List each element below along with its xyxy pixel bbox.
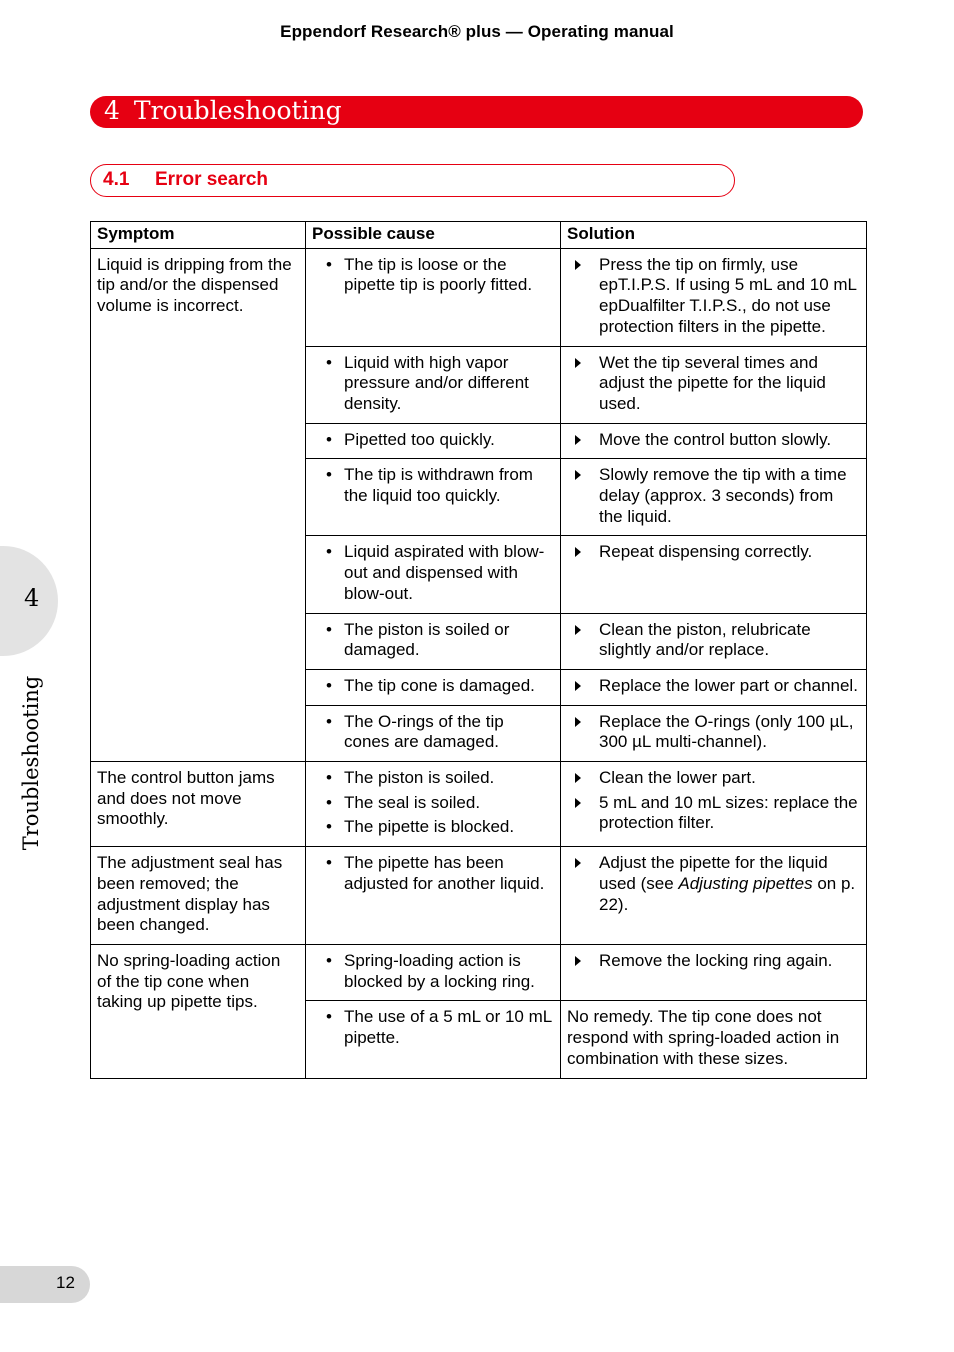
cause-item (312, 817, 554, 838)
solution-cell (561, 346, 867, 423)
cause-cell (306, 536, 561, 613)
arrow-right-icon (575, 858, 581, 868)
cause-text: The piston is soiled or damaged. (344, 619, 510, 660)
cause-item (312, 1007, 554, 1048)
running-header: Eppendorf Research® plus — Operating manual (280, 22, 674, 41)
cause-cell (306, 944, 561, 1000)
cause-text: Liquid aspirated with blow-out and dispensed with blow-out. (344, 542, 545, 603)
bullet-icon: • (326, 711, 332, 731)
column-header-symptom: Symptom (91, 222, 306, 249)
cause-cell (306, 459, 561, 536)
cause-text: The pipette is blocked. (344, 817, 515, 837)
bullet-icon: • (326, 675, 332, 695)
solution-item (567, 255, 860, 338)
table-header-row (91, 222, 867, 249)
bullet-icon: • (326, 465, 332, 485)
cause-text: The tip is loose or the pipette tip is poorly fitted. (344, 254, 533, 295)
solution-text: Clean the lower part. (599, 768, 756, 788)
bullet-icon: • (326, 950, 332, 970)
chapter-number: 4 (104, 96, 120, 125)
solution-cell (561, 459, 867, 536)
symptom-cell: No spring-loading action of the tip cone when taking up pipette tips. (91, 944, 306, 1078)
cause-cell (306, 762, 561, 847)
arrow-right-icon (575, 358, 581, 368)
cause-text: Liquid with high vapor pressure and/or different density. (344, 352, 529, 413)
cause-cell (306, 613, 561, 669)
solution-cell (561, 669, 867, 705)
solution-text-before: Adjust the pipette for the liquid used (see (599, 853, 828, 893)
cause-item (312, 620, 554, 661)
side-tab-number: 4 (24, 584, 40, 612)
cause-item (312, 676, 554, 697)
cause-item (312, 951, 554, 992)
solution-cell (561, 423, 867, 459)
solution-item (567, 853, 860, 915)
bullet-icon: • (326, 1007, 332, 1027)
solution-item (567, 353, 860, 415)
cause-text: The seal is soiled. (344, 792, 481, 812)
arrow-right-icon (575, 625, 581, 635)
cause-item (312, 465, 554, 506)
solution-item (567, 712, 860, 753)
chapter-title: Troubleshooting (133, 96, 342, 125)
table-row (91, 847, 867, 945)
solution-cell (561, 536, 867, 613)
solution-text: 5 mL and 10 mL sizes: replace the protection filter. (599, 792, 858, 833)
cause-cell (306, 346, 561, 423)
cause-text: The use of a 5 mL or 10 mL pipette. (344, 1007, 552, 1048)
cause-cell (306, 1001, 561, 1078)
error-search-table (90, 221, 867, 1079)
bullet-icon: • (326, 352, 332, 372)
symptom-cell: Liquid is dripping from the tip and/or the dispensed volume is incorrect. (91, 248, 306, 761)
solution-cell (561, 762, 867, 847)
section-title: Error search (155, 169, 269, 190)
column-header-solution: Solution (561, 222, 867, 249)
bullet-icon: • (326, 768, 332, 788)
solution-text: Slowly remove the tip with a time delay (approx. 3 seconds) from the liquid. (599, 465, 847, 526)
page-number-tab (0, 1266, 90, 1303)
chapter-side-tab (0, 546, 58, 656)
solution-cell (561, 613, 867, 669)
cause-item (312, 353, 554, 415)
cause-item (312, 793, 554, 814)
cause-item (312, 712, 554, 753)
cause-cell (306, 847, 561, 945)
cause-item (312, 542, 554, 604)
bullet-icon: • (326, 619, 332, 639)
cause-item (312, 768, 554, 789)
cause-text: The piston is soiled. (344, 768, 495, 788)
solution-item (567, 768, 860, 789)
cause-cell (306, 669, 561, 705)
cause-text: The pipette has been adjusted for another liquid. (344, 853, 545, 893)
solution-item (567, 951, 860, 972)
bullet-icon: • (326, 792, 332, 812)
arrow-right-icon (575, 798, 581, 808)
bullet-icon: • (326, 542, 332, 562)
solution-text: Clean the piston, relubricate slightly and/or replace. (599, 619, 811, 660)
solution-text: Replace the lower part or channel. (599, 675, 858, 695)
cause-text: The tip is withdrawn from the liquid too quickly. (344, 465, 533, 506)
arrow-right-icon (575, 717, 581, 727)
cause-text: The tip cone is damaged. (344, 675, 535, 695)
arrow-right-icon (575, 681, 581, 691)
cause-text: The O-rings of the tip cones are damaged. (344, 711, 504, 752)
arrow-right-icon (575, 547, 581, 557)
solution-text-after: on p. 22). (599, 873, 856, 914)
solution-item (567, 542, 860, 563)
solution-text: Wet the tip several times and adjust the pipette for the liquid used. (599, 352, 826, 413)
bullet-icon: • (326, 853, 332, 873)
cause-cell (306, 705, 561, 761)
solution-cell (561, 944, 867, 1000)
arrow-right-icon (575, 956, 581, 966)
solution-item (567, 620, 860, 661)
cause-text: Pipetted too quickly. (344, 429, 495, 449)
solution-item (567, 793, 860, 834)
cause-cell (306, 423, 561, 459)
section-heading (90, 164, 735, 197)
arrow-right-icon (575, 435, 581, 445)
arrow-right-icon (575, 470, 581, 480)
solution-cell (561, 847, 867, 945)
cause-item (312, 255, 554, 296)
side-chapter-label: Troubleshooting (19, 675, 43, 851)
section-number: 4.1 (103, 169, 130, 190)
cause-text: Spring-loading action is blocked by a locking ring. (344, 950, 535, 991)
solution-item (567, 676, 860, 697)
symptom-cell: The control button jams and does not move smoothly. (91, 762, 306, 847)
table-row (91, 762, 867, 847)
bullet-icon: • (326, 429, 332, 449)
solution-text: Press the tip on firmly, use epT.I.P.S. If using 5 mL and 10 mL epDualfilter T.I.P.S., do not use protection filters in the pipette. (599, 254, 857, 336)
solution-item (567, 465, 860, 527)
cause-item (312, 853, 554, 894)
solution-text: Replace the O-rings (only 100 µL, 300 µL multi-channel). (599, 711, 854, 752)
bullet-icon: • (326, 817, 332, 837)
page-number: 12 (56, 1273, 75, 1292)
solution-cell (561, 248, 867, 346)
solution-cell (561, 705, 867, 761)
bullet-icon: • (326, 254, 332, 274)
table-row (91, 944, 867, 1000)
solution-text: Move the control button slowly. (599, 429, 832, 449)
cause-item (312, 430, 554, 451)
solution-text: Repeat dispensing correctly. (599, 542, 813, 562)
symptom-cell: The adjustment seal has been removed; the adjustment display has been changed. (91, 847, 306, 945)
solution-item (567, 430, 860, 451)
column-header-cause: Possible cause (306, 222, 561, 249)
cross-reference-link[interactable]: Adjusting pipettes (678, 873, 813, 893)
solution-text: Remove the locking ring again. (599, 950, 833, 970)
arrow-right-icon (575, 260, 581, 270)
table-row (91, 248, 867, 346)
arrow-right-icon (575, 773, 581, 783)
chapter-heading (90, 96, 863, 128)
cause-cell (306, 248, 561, 346)
solution-cell: No remedy. The tip cone does not respond with spring-loaded action in combination with these sizes. (561, 1001, 867, 1078)
